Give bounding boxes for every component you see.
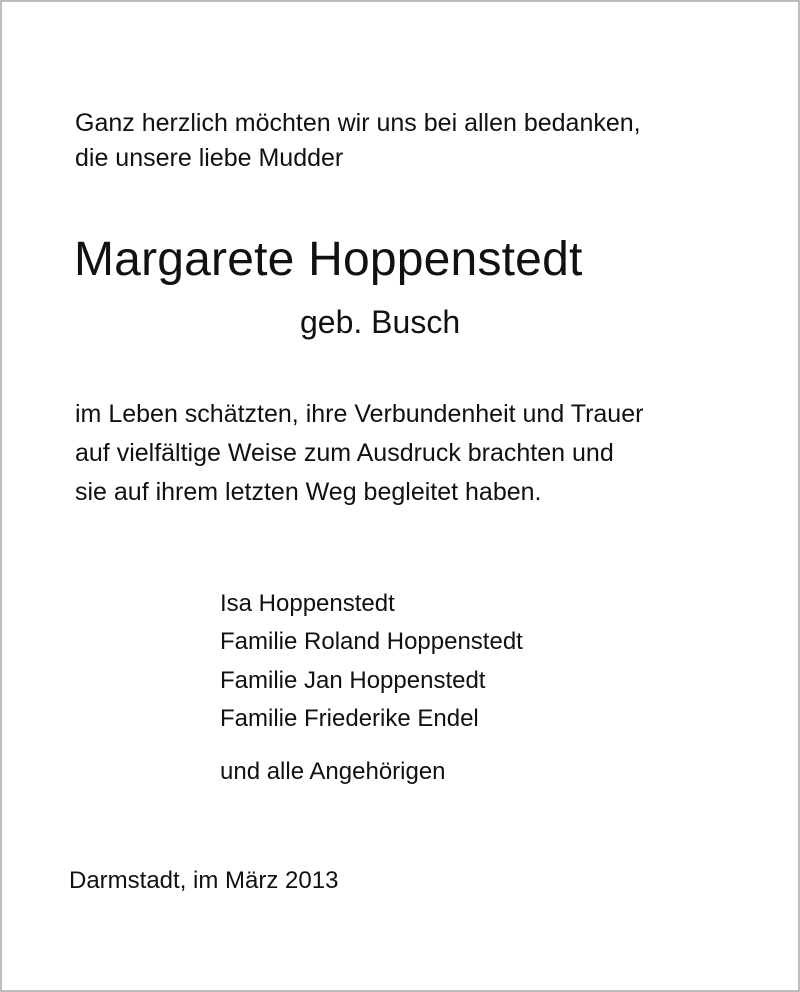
signatory: Familie Roland Hoppenstedt [220,628,523,655]
message-line: auf vielfältige Weise zum Ausdruck brachten und [75,439,614,467]
signatory: Familie Jan Hoppenstedt [220,667,486,694]
intro-line: Ganz herzlich möchten wir uns bei allen bedanken, [75,109,641,137]
message-line: im Leben schätzten, ihre Verbundenheit und Trauer [75,400,644,428]
intro-line: die unsere liebe Mudder [75,144,344,172]
birth-name: geb. Busch [300,304,461,340]
signatory: Familie Friederike Endel [220,705,479,732]
closing-line: und alle Angehörigen [220,758,446,785]
place-date: Darmstadt, im März 2013 [69,867,339,894]
deceased-name: Margarete Hoppenstedt [74,233,583,286]
message-line: sie auf ihrem letzten Weg begleitet haben. [75,478,542,506]
signatory: Isa Hoppenstedt [220,590,395,617]
